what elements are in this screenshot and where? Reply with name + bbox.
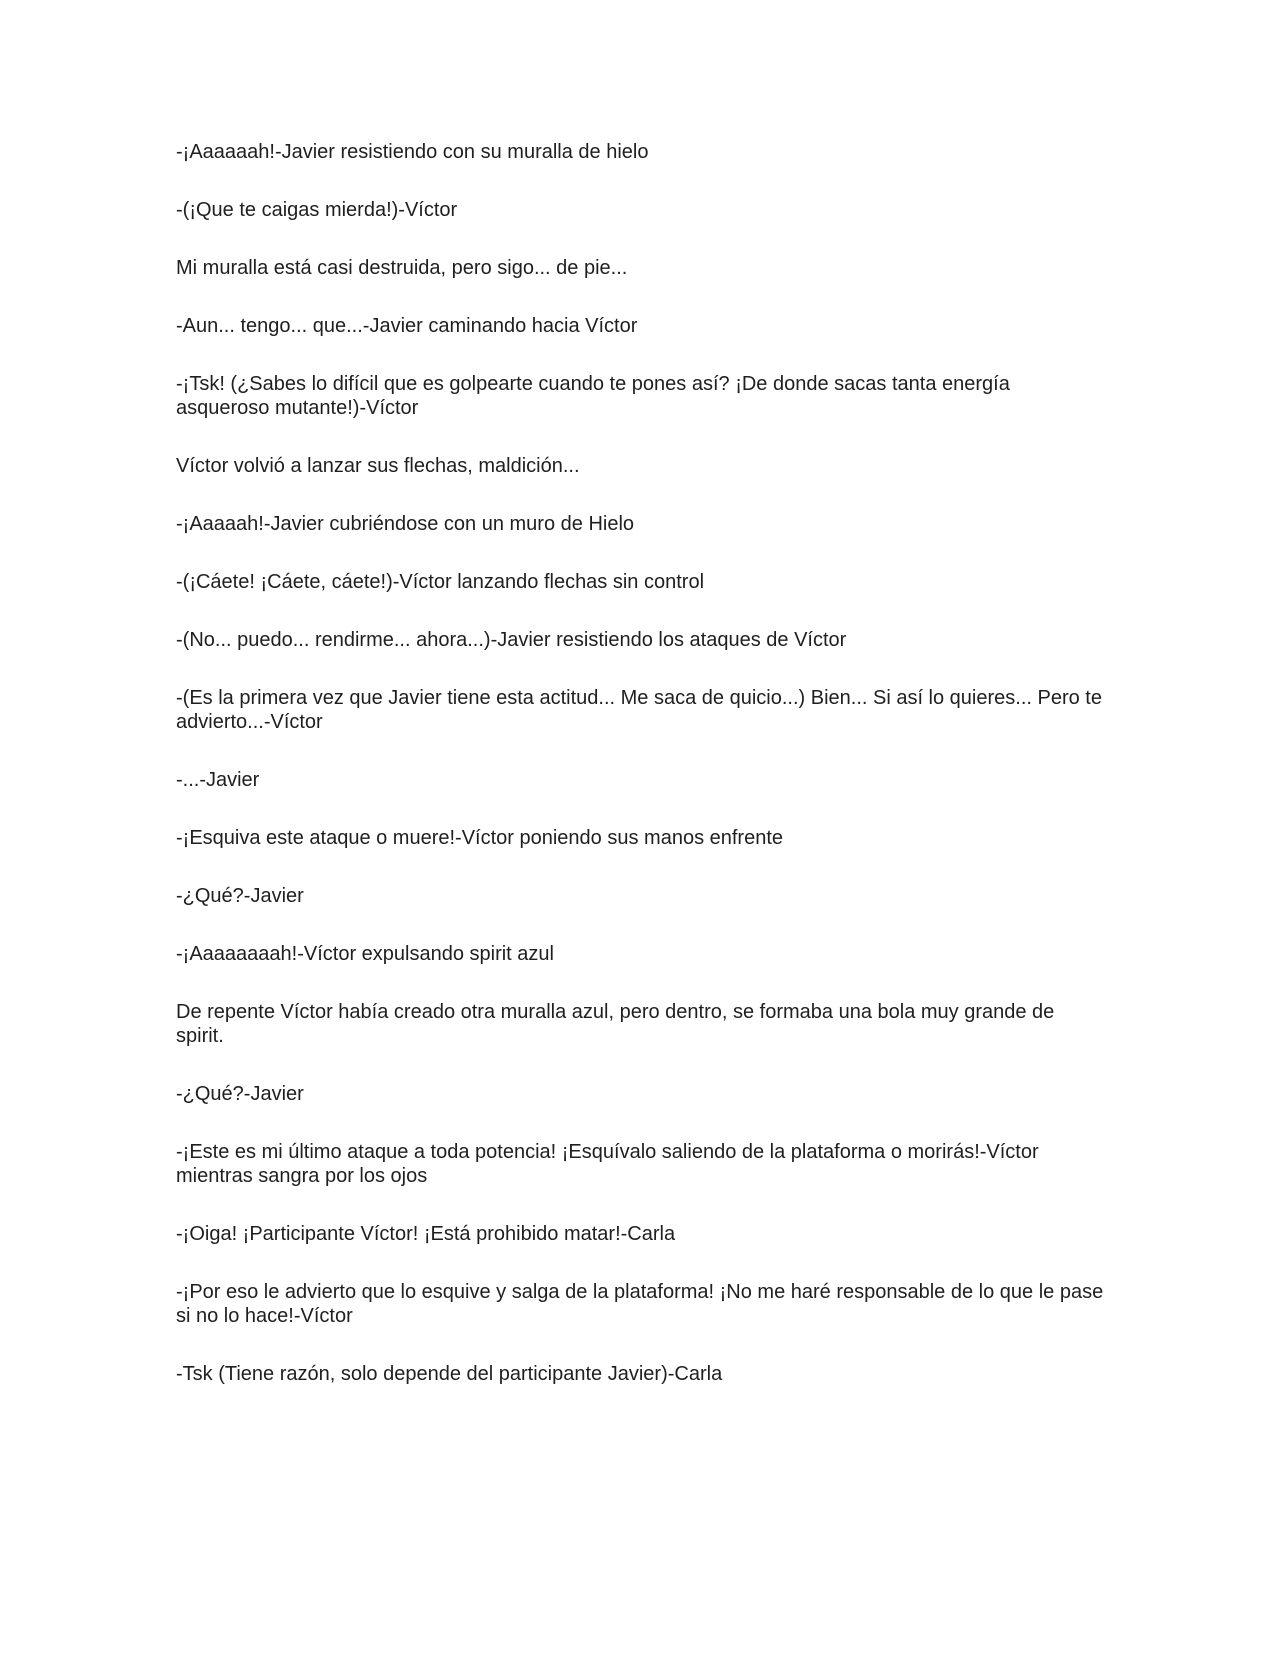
paragraph: -(Es la primera vez que Javier tiene esta actitud... Me saca de quicio...) Bien... Si así lo quieres... Pero te advierto...-Víctor <box>176 687 1102 733</box>
paragraph: -¡Aaaaaaaah!-Víctor expulsando spirit azul <box>176 943 554 965</box>
paragraph: -¿Qué?-Javier <box>176 1083 304 1105</box>
paragraph: -Tsk (Tiene razón, solo depende del participante Javier)-Carla <box>176 1363 723 1385</box>
paragraph: Mi muralla está casi destruida, pero sigo... de pie... <box>176 257 628 279</box>
paragraph: -¡Tsk! (¿Sabes lo difícil que es golpearte cuando te pones así? ¡De donde sacas tanta energía asqueroso mutante!)-Víctor <box>176 373 1010 419</box>
paragraph: De repente Víctor había creado otra muralla azul, pero dentro, se formaba una bola muy grande de spirit. <box>176 1001 1055 1047</box>
paragraph: -¡Aaaaah!-Javier cubriéndose con un muro de Hielo <box>176 513 635 535</box>
paragraph: -¡Aaaaaah!-Javier resistiendo con su muralla de hielo <box>176 141 649 163</box>
paragraph: -...-Javier <box>176 769 260 791</box>
paragraph: -¡Oiga! ¡Participante Víctor! ¡Está prohibido matar!-Carla <box>176 1223 676 1245</box>
paragraph: -(¡Cáete! ¡Cáete, cáete!)-Víctor lanzando flechas sin control <box>176 571 705 593</box>
document-body <box>176 140 1106 1420</box>
paragraph: -¿Qué?-Javier <box>176 885 304 907</box>
paragraph: -(No... puedo... rendirme... ahora...)-Javier resistiendo los ataques de Víctor <box>176 629 847 651</box>
paragraph: -(¡Que te caigas mierda!)-Víctor <box>176 199 458 221</box>
paragraph: -Aun... tengo... que...-Javier caminando hacia Víctor <box>176 315 638 337</box>
paragraph: -¡Por eso le advierto que lo esquive y salga de la plataforma! ¡No me haré responsable de lo que le pase si no lo hace!-Víctor <box>176 1281 1104 1327</box>
paragraph: -¡Este es mi último ataque a toda potencia! ¡Esquívalo saliendo de la plataforma o morirás!-Víctor mientras sangra por los ojos <box>176 1141 1039 1187</box>
paragraph: -¡Esquiva este ataque o muere!-Víctor poniendo sus manos enfrente <box>176 827 784 849</box>
paragraph: Víctor volvió a lanzar sus flechas, maldición... <box>176 455 580 477</box>
